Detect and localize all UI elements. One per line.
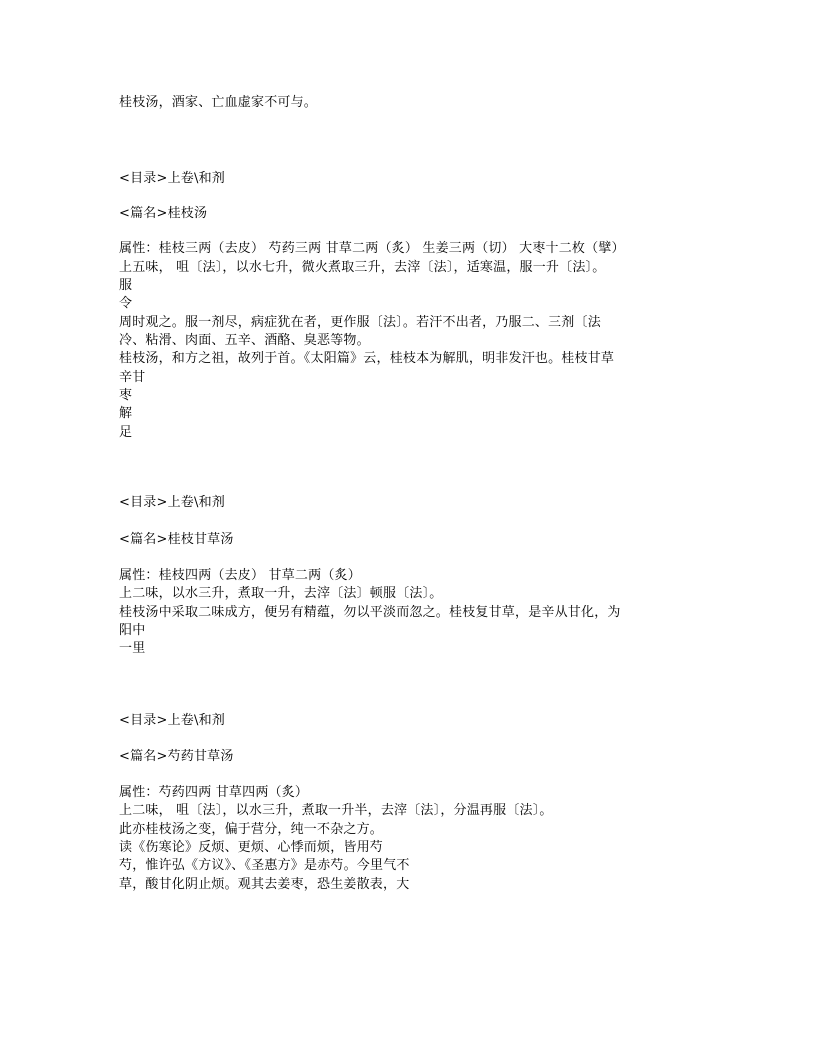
- section-3-line: 上二味， 咀〔法〕，以水三升，煮取一升半，去滓〔法〕，分温再服〔法〕。: [119, 803, 553, 818]
- section-1-line: 解: [119, 406, 133, 421]
- section-1-line: 枣: [119, 388, 133, 403]
- section-2-title: <篇名>桂枝甘草汤: [119, 532, 234, 547]
- section-3-line: 读《伤寒论》反烦、更烦、心悸而烦，皆用芍: [119, 840, 384, 855]
- section-2-toc: <目录>上卷\和剂: [119, 495, 225, 510]
- section-3-line: 草，酸甘化阴止烦。观其去姜枣，恐生姜散表，大: [119, 877, 410, 892]
- section-1-line: 周时观之。服一剂尽，病症犹在者，更作服〔法〕。若汗不出者，乃服二、三剂〔法: [119, 315, 601, 330]
- section-2-line: 一里: [119, 641, 146, 656]
- section-2-line: 桂枝汤中采取二味成方，便另有精蕴，勿以平淡而忽之。桂枝复甘草，是辛从甘化，为: [119, 605, 621, 620]
- section-1-line: 桂枝汤，和方之祖，故列于首。《太阳篇》云，桂枝本为解肌，明非发汗也。桂枝甘草: [119, 351, 615, 366]
- section-3-line: 此亦桂枝汤之变，偏于营分，纯一不杂之方。: [119, 822, 384, 837]
- section-3-title: <篇名>芍药甘草汤: [119, 749, 234, 764]
- section-1-line: 上五味， 咀〔法〕，以水七升，微火煮取三升，去滓〔法〕，适寒温，服一升〔法〕。: [119, 260, 606, 275]
- section-2-line: 上二味，以水三升，煮取一升，去滓〔法〕顿服〔法〕。: [119, 586, 443, 601]
- section-1-line: 冷、粘滑、肉面、五辛、酒酪、臭恶等物。: [119, 333, 370, 348]
- section-3-line: 属性：芍药四两 甘草四两（炙）: [119, 785, 309, 800]
- section-1-line: 属性：桂枝三两（去皮） 芍药三两 甘草二两（炙） 生姜三两（切） 大枣十二枚（擘）: [119, 241, 625, 256]
- section-1-line: 辛甘: [119, 370, 146, 385]
- intro-line: 桂枝汤，酒家、亡血虚家不可与。: [119, 95, 318, 110]
- section-1-line: 令: [119, 296, 133, 311]
- section-2-line: 属性：桂枝四两（去皮） 甘草二两（炙）: [119, 568, 361, 583]
- section-3-toc: <目录>上卷\和剂: [119, 713, 225, 728]
- section-3-line: 芍，惟许弘《方议》、《圣惠方》是赤芍。今里气不: [119, 858, 410, 873]
- section-2-line: 阳中: [119, 623, 146, 638]
- section-1-line: 足: [119, 425, 133, 440]
- section-1-toc: <目录>上卷\和剂: [119, 171, 225, 186]
- section-1-line: 服: [119, 278, 133, 293]
- section-1-title: <篇名>桂枝汤: [119, 206, 208, 221]
